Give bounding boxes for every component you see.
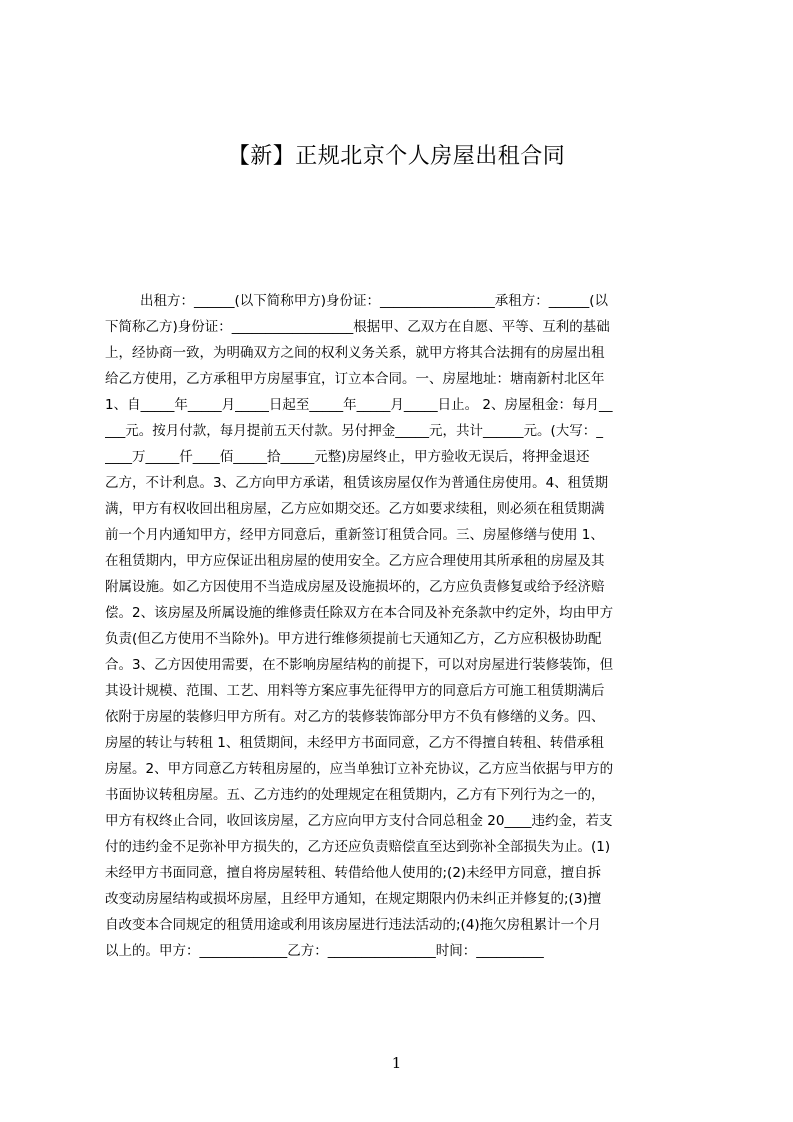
- body-line: 满，甲方有权收回出租房屋，乙方应如期交还。乙方如要求续租，则必须在租赁期满: [105, 501, 605, 517]
- body-line: 偿。2、该房屋及所属设施的维修责任除双方在本合同及补充条款中约定外，均由甲方: [105, 605, 614, 621]
- body-line: 未经甲方书面同意，擅自将房屋转租、转借给他人使用的;(2)未经甲方同意，擅自拆: [105, 865, 602, 881]
- page-number: 1: [391, 1054, 402, 1072]
- body-line: 负责(但乙方使用不当除外)。甲方进行维修须提前七天通知乙方，乙方应积极协助配: [105, 631, 602, 647]
- body-line: 附属设施。如乙方因使用不当造成房屋及设施损坏的，乙方应负责修复或给予经济赔: [105, 579, 605, 595]
- body-line: 上，经协商一致，为明确双方之间的权利义务关系，就甲方将其合法拥有的房屋出租: [105, 345, 605, 361]
- body-line: 在租赁期内，甲方应保证出租房屋的使用安全。乙方应合理使用其所承租的房屋及其: [105, 553, 605, 569]
- body-line: 其设计规模、范围、工艺、用料等方案应事先征得甲方的同意后方可施工租赁期满后: [105, 683, 605, 699]
- body-line: 乙方，不计利息。3、乙方向甲方承诺，租赁该房屋仅作为普通住房使用。4、租赁期: [105, 475, 609, 491]
- body-line: 下简称乙方)身份证：__________________根据甲、乙双方在自愿、平等、互利的基础: [105, 319, 610, 335]
- body-line: 书面协议转租房屋。五、乙方违约的处理规定在租赁期内，乙方有下列行为之一的，: [105, 787, 605, 803]
- body-line: 改变动房屋结构或损坏房屋，且经甲方通知，在规定期限内仍未纠正并修复的;(3)擅: [105, 891, 602, 907]
- body-line: 合。3、乙方因使用需要，在不影响房屋结构的前提下，可以对房屋进行装修装饰，但: [105, 657, 614, 673]
- signature-line: 以上的。甲方：_____________乙方：________________时间：__________: [105, 943, 544, 959]
- document-title: 【新】正规北京个人房屋出租合同: [227, 144, 566, 169]
- body-line: 付的违约金不足弥补甲方损失的，乙方还应负责赔偿直至达到弥补全部损失为止。(1): [105, 839, 611, 855]
- body-line: ___元。按月付款，每月提前五天付款。另付押金_____元，共计______元。(大写：_: [105, 423, 604, 439]
- body-line: ____万_____仟____佰_____拾_____元整)房屋终止，甲方验收无误后，将押金退还: [105, 449, 590, 465]
- body-line: 前一个月内通知甲方，经甲方同意后，重新签订租赁合同。三、房屋修缮与使用 1、: [105, 527, 604, 543]
- body-line: 依附于房屋的装修归甲方所有。对乙方的装修装饰部分甲方不负有修缮的义务。四、: [105, 709, 605, 725]
- body-line: 给乙方使用，乙方承租甲方房屋事宜，订立本合同。一、房屋地址：塘南新村北区年: [105, 371, 605, 387]
- body-line: 自改变本合同规定的租赁用途或利用该房屋进行违法活动的;(4)拖欠房租累计一个月: [105, 917, 602, 933]
- body-line: 1、自_____年_____月_____日起至_____年_____月_____日止。 2、房屋租金：每月__: [105, 397, 613, 413]
- body-line: 出租方：______(以下简称甲方)身份证：_________________承租方：______(以: [140, 293, 609, 309]
- body-line: 房屋的转让与转租 1、租赁期间，未经甲方书面同意，乙方不得擅自转租、转借承租: [105, 735, 604, 751]
- body-line: 甲方有权终止合同，收回该房屋，乙方应向甲方支付合同总租金 20____违约金，若支: [105, 813, 613, 829]
- body-line: 房屋。2、甲方同意乙方转租房屋的，应当单独订立补充协议，乙方应当依据与甲方的: [105, 761, 614, 777]
